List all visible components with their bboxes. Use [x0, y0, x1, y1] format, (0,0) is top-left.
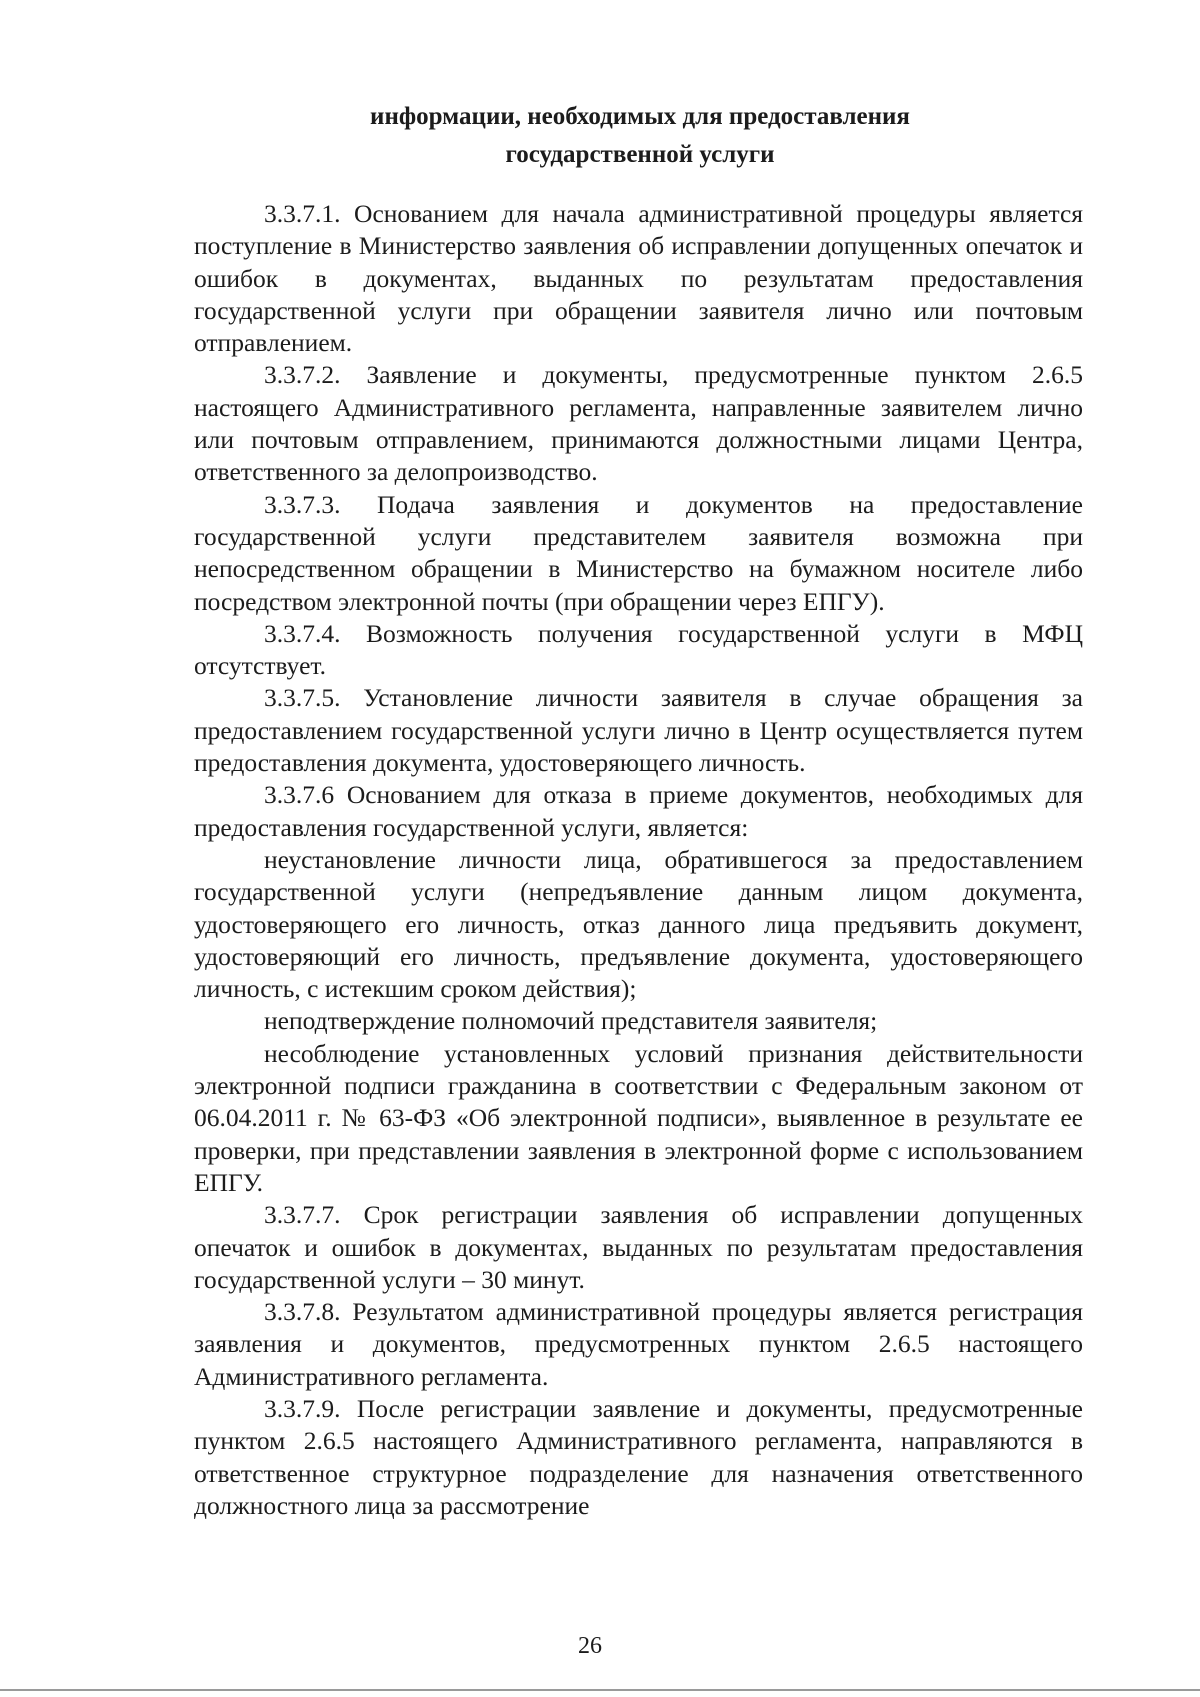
paragraph-3-3-7-1: 3.3.7.1. Основанием для начала административной процедуры является поступление в Министерство заявления об исправлении допущенных опечаток и ошибок в документах, выданных по результатам предоставления государственной услуги при обращении заявителя лично или почтовым отправлением. — [194, 199, 1083, 358]
refusal-ground-signature: несоблюдение установленных условий признания действительности электронной подписи гражданина в соответствии с Федеральным законом от 06.04.2011 г. № 63-ФЗ «Об электронной подписи», выявленное в результате ее проверки, при представлении заявления в электронной форме с использованием ЕПГУ. — [194, 1038, 1083, 1197]
refusal-ground-authority: неподтверждение полномочий представителя заявителя; — [264, 1006, 878, 1036]
paragraph-3-3-7-8: 3.3.7.8. Результатом административной процедуры является регистрация заявления и документов, предусмотренных пунктом 2.6.5 настоящего Административного регламента. — [194, 1297, 1083, 1391]
section-heading — [190, 98, 1090, 174]
heading-line-1: информации, необходимых для предоставления — [370, 103, 910, 130]
paragraph-3-3-7-7: 3.3.7.7. Срок регистрации заявления об исправлении допущенных опечаток и ошибок в документах, выданных по результатам предоставления государственной услуги – 30 минут. — [194, 1200, 1083, 1294]
page-number: 26 — [578, 1633, 602, 1659]
paragraph-3-3-7-2: 3.3.7.2. Заявление и документы, предусмотренные пунктом 2.6.5 настоящего Административного регламента, направленные заявителем лично или почтовым отправлением, принимаются должностными лицами Центра, ответственного за делопроизводство. — [194, 360, 1083, 487]
paragraph-3-3-7-6: 3.3.7.6 Основанием для отказа в приеме документов, необходимых для предоставления государственной услуги, является: — [194, 780, 1083, 842]
refusal-ground-identity: неустановление личности лица, обратившегося за предоставлением государственной услуги (непредъявление данным лицом документа, удостоверяющего его личность, отказ данного лица предъявить документ, удостоверяющий его личность, предъявление документа, удостоверяющего личность, с истекшим сроком действия); — [194, 844, 1083, 1004]
paragraph-3-3-7-5: 3.3.7.5. Установление личности заявителя в случае обращения за предоставлением государственной услуги лично в Центр осуществляется путем предоставления документа, удостоверяющего личность. — [194, 683, 1083, 778]
heading-line-2: государственной услуги — [505, 141, 775, 168]
document-body — [194, 198, 1083, 1522]
bottom-rule — [0, 1689, 1200, 1691]
paragraph-3-3-7-4: 3.3.7.4. Возможность получения государственной услуги в МФЦ отсутствует. — [194, 618, 1083, 681]
paragraph-3-3-7-9: 3.3.7.9. После регистрации заявление и документы, предусмотренные пунктом 2.6.5 настоящего Административного регламента, направляются в ответственное структурное подразделение для назначения ответственного должностного лица за рассмотрение — [194, 1393, 1083, 1520]
paragraph-3-3-7-3: 3.3.7.3. Подача заявления и документов на предоставление государственной услуги представителем заявителя возможна при непосредственном обращении в Министерство на бумажном носителе либо посредством электронной почты (при обращении через ЕПГУ). — [194, 489, 1083, 616]
